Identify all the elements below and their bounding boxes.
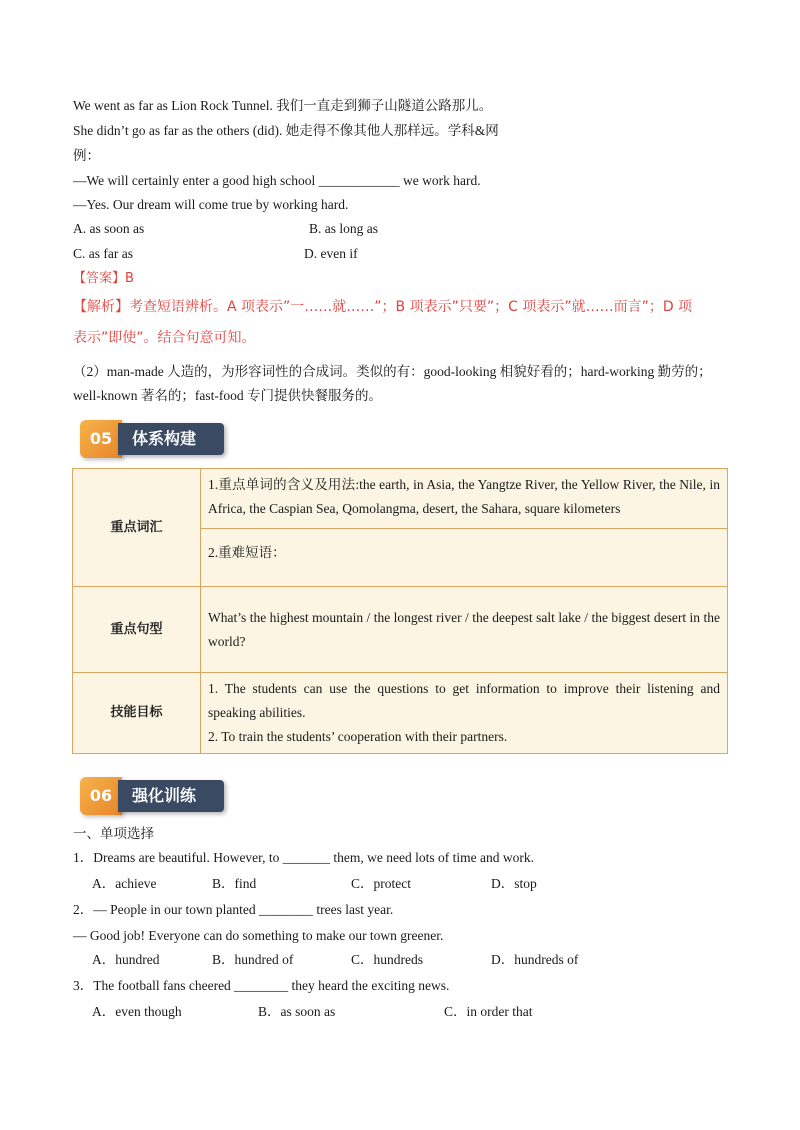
q1-option-a: A．achieve [92, 876, 157, 891]
question-3: 3．The football fans cheered ________ they heard the exciting news. [73, 978, 450, 993]
skills-cell [201, 673, 728, 754]
section-number: 05 [80, 420, 122, 458]
phrases-cell: 2.重难短语： [201, 529, 728, 587]
answer-line: 【答案】B [73, 271, 134, 286]
row-head-vocab: 重点词汇 [73, 469, 201, 587]
q2-option-c: C．hundreds [351, 952, 423, 967]
example-option-c: C. as far as [73, 246, 133, 261]
section-title: 强化训练 [118, 780, 224, 812]
section-06-banner [80, 777, 226, 815]
note-line-2: well-known 著名的；fast-food 专门提供快餐服务的。 [73, 388, 382, 403]
section-number: 06 [80, 777, 122, 815]
skills-line-2: 2. To train the students’ cooperation with their partners. [208, 729, 508, 744]
q1-option-c: C．protect [351, 876, 411, 891]
question-2-reply: — Good job! Everyone can do something to make our town greener. [73, 928, 444, 943]
section-05-banner [80, 420, 226, 458]
row-head-skills: 技能目标 [73, 673, 201, 754]
q2-option-b: B．hundred of [212, 952, 294, 967]
analysis-line-2: 表示”即使”。结合句意可知。 [73, 330, 256, 346]
example-sentence-1: We went as far as Lion Rock Tunnel. 我们一直走到狮子山隧道公路那儿。 [73, 98, 493, 113]
analysis-line-1: 【解析】考查短语辨析。A 项表示”一……就……”；B 项表示”只要”；C 项表示”就……而言”；D 项 [73, 299, 693, 315]
note-line-1: （2）man-made 人造的，为形容词性的合成词。类似的有：good-looking 相貌好看的；hard-working 勤劳的； [73, 364, 712, 379]
q2-option-a: A．hundred [92, 952, 160, 967]
q3-option-a: A．even though [92, 1004, 182, 1019]
question-2: 2．— People in our town planted ________ trees last year. [73, 902, 394, 917]
example-reply: —Yes. Our dream will come true by working hard. [73, 197, 349, 212]
example-option-b: B. as long as [309, 221, 378, 236]
q1-option-d: D．stop [491, 876, 537, 891]
q2-option-d: D．hundreds of [491, 952, 579, 967]
exercise-heading: 一、单项选择 [73, 826, 154, 841]
system-table [72, 468, 728, 754]
example-question: —We will certainly enter a good high school ____________ we work hard. [73, 173, 481, 188]
skills-line-1: 1. The students can use the questions to get information to improve their listening and speaking abilities. [208, 681, 720, 720]
q1-option-b: B．find [212, 876, 257, 891]
example-label: 例： [73, 148, 100, 163]
example-option-d: D. even if [304, 246, 358, 261]
q3-option-c: C．in order that [444, 1004, 533, 1019]
sentences-cell: What’s the highest mountain / the longest river / the deepest salt lake / the biggest desert in the world? [201, 587, 728, 673]
section-title: 体系构建 [118, 423, 224, 455]
example-option-a: A. as soon as [73, 221, 145, 236]
row-head-sentences: 重点句型 [73, 587, 201, 673]
q3-option-b: B．as soon as [258, 1004, 336, 1019]
vocab-cell: 1.重点单词的含义及用法:the earth, in Asia, the Yangtze River, the Yellow River, the Nile, in Africa, the Caspian Sea, Qomolangma, desert, the Sahara, square kilometers [201, 469, 728, 529]
question-1: 1．Dreams are beautiful. However, to _______ them, we need lots of time and work. [73, 850, 534, 865]
example-sentence-2: She didn’t go as far as the others (did). 她走得不像其他人那样远。学科&网 [73, 123, 499, 138]
